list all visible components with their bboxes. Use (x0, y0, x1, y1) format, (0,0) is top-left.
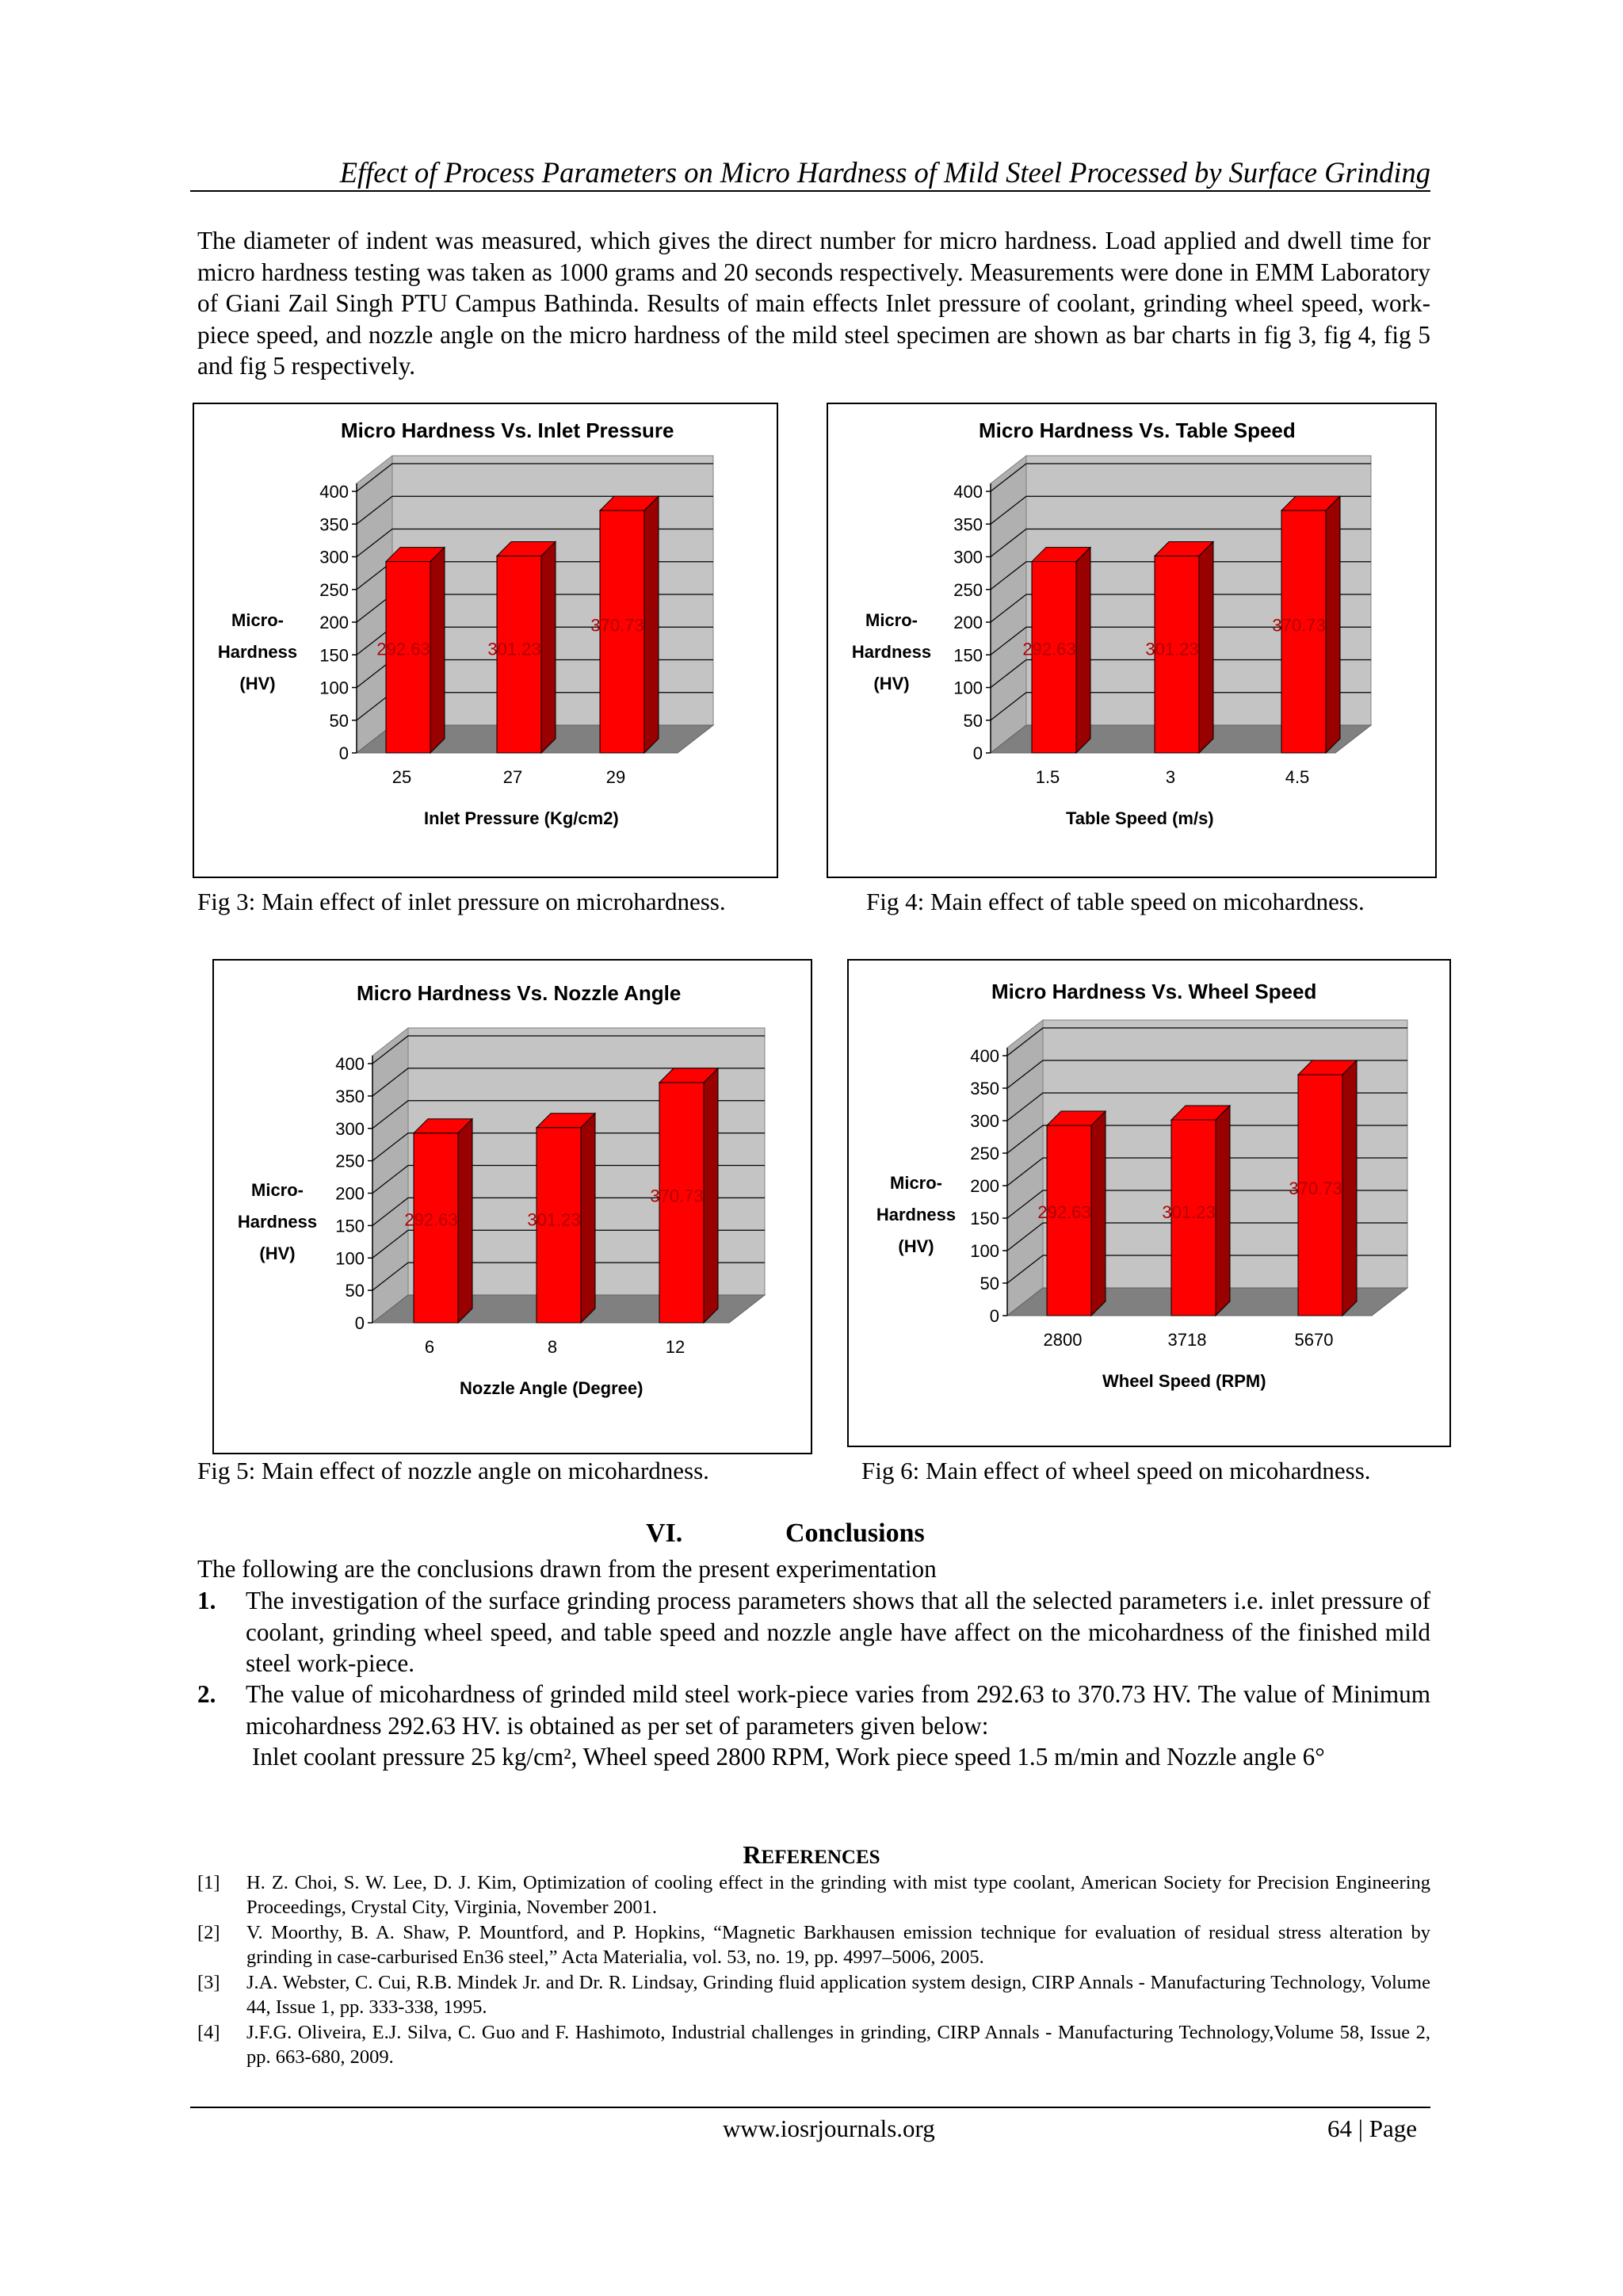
chart-y-tick-label: 400 (319, 482, 349, 502)
chart-category-label: 5670 (1294, 1330, 1334, 1350)
chart-data-label: 370.73 (1272, 615, 1326, 636)
chart-bar-side (1076, 548, 1090, 753)
chart-y-axis-label: (HV) (259, 1244, 296, 1263)
chart-data-label: 292.63 (376, 639, 430, 659)
chart-y-tick-label: 350 (953, 514, 983, 535)
chart-y-axis-label: Hardness (237, 1212, 318, 1232)
chart-svg (828, 404, 1435, 877)
chart-x-axis-label: Nozzle Angle (Degree) (460, 1378, 643, 1398)
chart-y-tick-label: 150 (970, 1209, 999, 1228)
references-heading-rest: EFERENCES (761, 1847, 880, 1868)
chart-category-label: 2800 (1043, 1330, 1083, 1350)
chart-category-label: 1.5 (1035, 767, 1060, 787)
chart-x-axis-label: Wheel Speed (RPM) (1102, 1371, 1266, 1391)
chart-data-label: 301.23 (487, 639, 541, 659)
chart-svg (214, 961, 811, 1453)
running-header: Effect of Process Parameters on Micro Hardness of Mild Steel Processed by Surface Grinding (339, 156, 1430, 189)
reference-item: J.A. Webster, C. Cui, R.B. Mindek Jr. and Dr. R. Lindsay, Grinding fluid application system design, CIRP Annals - Manufacturing Technology, Volume 44, Issue 1, pp. 333-338, 1995. (246, 1972, 1430, 2018)
chart-y-tick-label: 100 (335, 1248, 365, 1269)
chart-y-axis-label: Hardness (876, 1205, 957, 1224)
figure-caption-4: Fig 4: Main effect of table speed on micohardness. (866, 888, 1365, 915)
chart-y-tick-label: 0 (354, 1313, 365, 1333)
chart-svg (849, 961, 1449, 1446)
chart-data-label: 301.23 (1162, 1202, 1216, 1222)
chart-y-tick-label: 100 (953, 678, 983, 698)
section-number: VI. (646, 1519, 683, 1548)
chart-bar-side (704, 1068, 718, 1323)
reference-number: [4] (197, 2022, 220, 2043)
chart-category-label: 3718 (1167, 1330, 1207, 1350)
chart-data-label: 292.63 (1022, 639, 1076, 659)
chart-data-label: 370.73 (590, 615, 644, 636)
chart-y-axis-label: (HV) (239, 674, 276, 693)
chart-data-label: 301.23 (527, 1209, 581, 1230)
figure-caption-5: Fig 5: Main effect of nozzle angle on micohardness. (197, 1457, 709, 1484)
chart-y-tick-label: 300 (319, 547, 349, 567)
chart-x-axis-label: Table Speed (m/s) (1066, 808, 1214, 828)
figure-caption-3: Fig 3: Main effect of inlet pressure on microhardness. (197, 888, 726, 915)
reference-item: H. Z. Choi, S. W. Lee, D. J. Kim, Optimization of cooling effect in the grinding with mist type coolant, American Society for Precision Engineering Proceedings, Crystal City, Virginia, November 2001. (246, 1872, 1430, 1918)
chart-bar-side (430, 548, 445, 753)
chart-y-tick-label: 200 (319, 613, 349, 632)
chart-nozzle-angle (212, 959, 812, 1454)
chart-title: Micro Hardness Vs. Table Speed (979, 418, 1296, 442)
chart-y-tick-label: 250 (335, 1151, 365, 1171)
footer-rule (190, 2107, 1430, 2108)
chart-y-axis-label: (HV) (873, 674, 910, 693)
conclusion-item-2: The value of micohardness of grinded mild steel work-piece varies from 292.63 to 370.73 HV. The value of Minimum micohardness 292.63 HV. is obtained as per set of parameters given below: (246, 1680, 1430, 1740)
chart-data-label: 292.63 (1037, 1202, 1091, 1222)
chart-y-tick-label: 150 (953, 645, 983, 666)
reference-number: [3] (197, 1972, 220, 1993)
chart-category-label: 4.5 (1285, 767, 1310, 787)
chart-category-label: 12 (665, 1337, 685, 1357)
reference-item: V. Moorthy, B. A. Shaw, P. Mountford, and P. Hopkins, “Magnetic Barkhausen emission technique for evaluation of residual stress alteration by grinding in case-carburised En36 steel,” Acta Materialia, vol. 53, no. 19, pp. 4997–5006, 2005. (246, 1922, 1430, 1968)
chart-y-tick-label: 300 (970, 1111, 999, 1131)
chart-y-tick-label: 250 (970, 1144, 999, 1163)
chart-y-axis-label: Hardness (851, 642, 932, 662)
chart-category-label: 3 (1165, 767, 1176, 787)
chart-category-label: 29 (605, 767, 626, 787)
figure-caption-6: Fig 6: Main effect of wheel speed on micohardness. (861, 1457, 1371, 1484)
chart-y-tick-label: 350 (335, 1086, 365, 1106)
chart-data-label: 370.73 (1289, 1179, 1342, 1198)
chart-bar-side (1326, 496, 1340, 753)
chart-bar-side (458, 1119, 472, 1323)
chart-y-tick-label: 400 (335, 1054, 365, 1074)
chart-y-tick-label: 200 (953, 613, 983, 632)
chart-bar-side (1342, 1060, 1357, 1316)
chart-title: Micro Hardness Vs. Wheel Speed (991, 980, 1317, 1003)
chart-y-tick-label: 300 (953, 547, 983, 567)
chart-bar-side (581, 1114, 595, 1323)
chart-y-tick-label: 200 (335, 1183, 365, 1204)
intro-paragraph: The diameter of indent was measured, which gives the direct number for micro hardness. Load applied and dwell time for micro hardness testing was taken as 1000 grams and 20 seconds respectively. Measurements were done in EMM Laboratory of Giani Zail Singh PTU Campus Bathinda. Results of main effects Inlet pressure of coolant, grinding wheel speed, work-piece speed, and nozzle angle on the micro hardness of the mild steel specimen are shown as bar charts in fig 3, fig 4, fig 5 and fig 5 respectively. (197, 227, 1430, 380)
chart-y-tick-label: 100 (319, 678, 349, 698)
references-heading (0, 1840, 1623, 1870)
reference-item: J.F.G. Oliveira, E.J. Silva, C. Guo and F. Hashimoto, Industrial challenges in grinding, CIRP Annals - Manufacturing Technology,Volume 58, Issue 2, pp. 663-680, 2009. (246, 2022, 1430, 2068)
chart-data-label: 370.73 (650, 1186, 704, 1206)
chart-bar-side (541, 541, 556, 753)
chart-y-axis-label: (HV) (898, 1236, 934, 1256)
chart-y-tick-label: 150 (319, 645, 349, 666)
chart-x-axis-label: Inlet Pressure (Kg/cm2) (424, 808, 619, 828)
chart-y-tick-label: 100 (970, 1241, 999, 1261)
chart-category-label: 25 (391, 767, 412, 787)
footer-url: www.iosrjournals.org (723, 2115, 935, 2142)
chart-y-axis-label: Micro- (890, 1173, 942, 1193)
chart-title: Micro Hardness Vs. Inlet Pressure (341, 418, 674, 442)
chart-data-label: 292.63 (404, 1209, 458, 1230)
conclusion-number-2: 2. (197, 1680, 216, 1708)
chart-y-axis-label: Hardness (217, 642, 298, 662)
chart-y-tick-label: 400 (970, 1046, 999, 1066)
chart-category-label: 6 (424, 1337, 435, 1357)
chart-svg (194, 404, 777, 877)
reference-number: [1] (197, 1872, 220, 1893)
chart-category-label: 27 (502, 767, 523, 787)
chart-y-tick-label: 0 (972, 743, 983, 763)
chart-y-tick-label: 200 (970, 1176, 999, 1196)
chart-bar-side (1199, 541, 1213, 753)
chart-y-tick-label: 350 (970, 1079, 999, 1098)
conclusion-item-2-parameters: Inlet coolant pressure 25 kg/cm², Wheel speed 2800 RPM, Work piece speed 1.5 m/min and Nozzle angle 6° (252, 1743, 1325, 1771)
chart-y-axis-label: Micro- (865, 610, 918, 630)
chart-wheel-speed (847, 959, 1451, 1447)
chart-y-tick-label: 250 (953, 579, 983, 600)
chart-y-tick-label: 250 (319, 579, 349, 600)
chart-y-tick-label: 0 (338, 743, 349, 763)
conclusions-intro: The following are the conclusions drawn from the present experimentation (197, 1555, 937, 1583)
chart-data-label: 301.23 (1145, 639, 1199, 659)
conclusion-item-1: The investigation of the surface grinding process parameters shows that all the selected parameters i.e. inlet pressure of coolant, grinding wheel speed, and table speed and nozzle angle have affect on the micohardness of the finished mild steel work-piece. (246, 1587, 1430, 1677)
chart-y-tick-label: 50 (329, 710, 349, 731)
chart-inlet-pressure (193, 403, 778, 878)
chart-bar-side (1216, 1106, 1230, 1316)
chart-bar-side (1091, 1111, 1106, 1316)
chart-y-tick-label: 400 (953, 482, 983, 502)
chart-y-tick-label: 50 (963, 710, 983, 731)
header-rule (190, 190, 1430, 192)
chart-y-axis-label: Micro- (251, 1180, 304, 1200)
chart-y-tick-label: 50 (345, 1281, 365, 1301)
chart-y-tick-label: 50 (980, 1274, 999, 1293)
chart-title: Micro Hardness Vs. Nozzle Angle (357, 981, 682, 1005)
references-heading-initial: R (743, 1840, 762, 1869)
chart-y-axis-label: Micro- (231, 610, 284, 630)
footer-page-number: 64 | Page (1327, 2115, 1417, 2142)
section-title: Conclusions (785, 1519, 925, 1548)
chart-table-speed (827, 403, 1437, 878)
chart-y-tick-label: 350 (319, 514, 349, 535)
conclusion-number-1: 1. (197, 1587, 216, 1614)
chart-y-tick-label: 300 (335, 1118, 365, 1139)
chart-y-tick-label: 150 (335, 1216, 365, 1236)
chart-y-tick-label: 0 (989, 1306, 999, 1326)
chart-category-label: 8 (547, 1337, 558, 1357)
reference-number: [2] (197, 1922, 220, 1943)
chart-bar-side (644, 496, 659, 753)
